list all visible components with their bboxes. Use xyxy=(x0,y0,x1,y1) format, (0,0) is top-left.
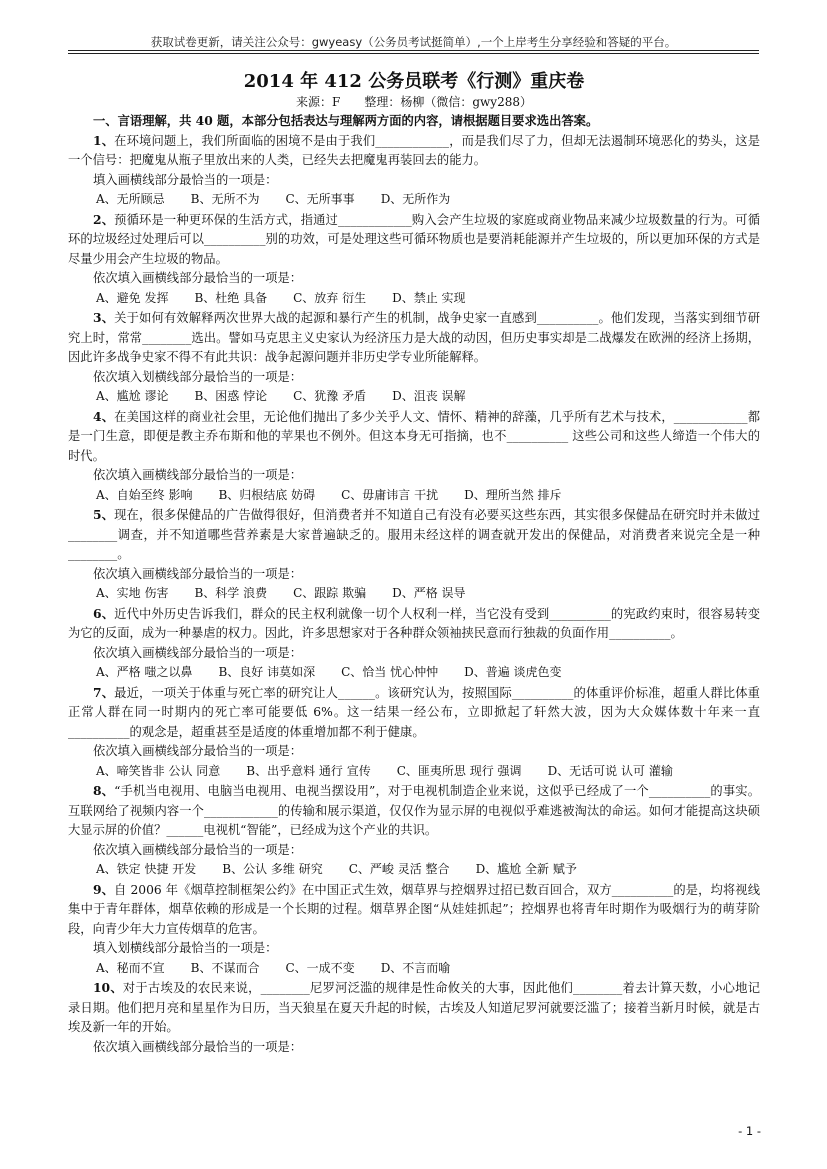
option-c: C、严峻 灵活 整合 xyxy=(348,862,450,876)
option-a: A、避免 发挥 xyxy=(96,290,169,305)
option-row xyxy=(96,584,760,604)
question-stem: 自 2006 年《烟草控制框架公约》在中国正式生效，烟草界与控烟界过招已数百回合，双方__________的是，均将视线集中于青年群体，烟草依赖的形成是一个长期的过程。烟草界企图“从娃娃抓起”；控烟界也将青年时期作为吸烟行为的萌芽阶段，向青少年大力宣传烟草的危害。 xyxy=(68,882,760,936)
option-d: D、理所当然 排斥 xyxy=(464,487,562,502)
option-row xyxy=(96,663,760,683)
question-stem: 关于如何有效解释两次世界大战的起源和暴行产生的机制，战争史家一直感到__________。他们发现，当落实到细节研究上时，常常________选出。譬如马克思主义史家认为经济压力是大战的动因，但历史事实却是二战爆发在欧洲的经济上扬期，因此许多战争史家不得不有此共识：战争起源问题并非历史学专业所能解释。 xyxy=(68,311,760,364)
question-9 xyxy=(68,880,760,979)
option-row xyxy=(96,289,760,309)
option-b: B、良好 讳莫如深 xyxy=(218,665,316,679)
option-c: C、恰当 忧心忡忡 xyxy=(341,665,439,679)
option-c: C、毋庸讳言 干扰 xyxy=(341,487,439,502)
question-text xyxy=(68,880,760,940)
option-b: B、困惑 悖论 xyxy=(194,389,268,403)
question-stem: 最近，一项关于体重与死亡率的研究让人______。该研究认为，按照国际__________的体重评价标准，超重人群比体重正常人群在同一时期内的死亡率可能要低 6%。这一结果一经公布，立即掀起了轩然大波，因为大众媒体数十年来一直__________的观念是，超重甚至是适度的体重增加都不利于健康。 xyxy=(68,685,760,739)
option-a: A、实地 伤害 xyxy=(96,586,169,600)
question-prompt: 填入画横线部分最恰当的一项是： xyxy=(93,172,278,187)
question-3 xyxy=(68,308,760,407)
option-c: C、匪夷所思 现行 强调 xyxy=(396,763,522,778)
question-text xyxy=(68,308,760,368)
option-row xyxy=(96,190,760,210)
option-a: A、自始至终 影响 xyxy=(96,487,193,502)
question-number: 9、 xyxy=(93,881,115,897)
option-d: D、沮丧 误解 xyxy=(392,389,466,403)
option-d: D、尴尬 全新 赋予 xyxy=(475,862,577,876)
question-4 xyxy=(68,407,760,506)
option-row xyxy=(96,860,760,880)
option-d: D、禁止 实现 xyxy=(392,290,466,305)
option-c: C、放弃 衍生 xyxy=(293,290,367,305)
option-d: D、无所作为 xyxy=(380,192,451,206)
question-number: 4、 xyxy=(93,408,115,424)
question-2 xyxy=(68,210,760,309)
option-c: C、跟踪 欺骗 xyxy=(293,586,367,600)
section-heading: 一、言语理解，共 40 题，本部分包括表达与理解两方面的内容，请根据题目要求选出答案。 xyxy=(93,113,599,128)
question-number: 6、 xyxy=(93,605,115,621)
question-stem: 在美国这样的商业社会里，无论他们抛出了多少关乎人文、情怀、精神的辞藻，几乎所有艺术与技术，____________都是一门生意，即便是教主乔布斯和他的苹果也不例外。但这本身无可指摘，也不__________ 这些公司和这些人缔造一个伟大的时代。 xyxy=(68,409,760,463)
option-a: A、严格 嗤之以鼻 xyxy=(96,665,193,679)
option-c: C、无所事事 xyxy=(285,192,355,206)
page-number: - 1 - xyxy=(738,1124,761,1138)
option-b: B、科学 浪费 xyxy=(194,586,268,600)
option-row xyxy=(96,762,760,782)
option-a: A、秘而不宣 xyxy=(96,960,165,975)
question-stem: 预循环是一种更环保的生活方式，指通过____________购入会产生垃圾的家庭或商业物品来减少垃圾数量的行为。可循环的垃圾经过处理后可以__________别的功效，可是处理这些可循环物质也是要消耗能源并产生垃圾的，所以更加环保的方式是尽量少用会产生垃圾的物品。 xyxy=(68,212,760,266)
option-d: D、严格 误导 xyxy=(392,586,466,600)
option-a: A、无所顾忌 xyxy=(96,192,165,206)
question-text xyxy=(68,407,760,467)
header-rule xyxy=(68,50,759,51)
question-text xyxy=(68,505,760,565)
option-b: B、归根结底 妨碍 xyxy=(218,487,316,502)
option-b: B、无所不为 xyxy=(190,192,260,206)
option-d: D、无话可说 认可 灌输 xyxy=(547,763,673,778)
question-stem: 对于古埃及的农民来说，________尼罗河泛滥的规律是性命攸关的大事，因此他们________着去计算天数，小心地记录日期。他们把月亮和星星作为日历，当天狼星在夏天升起的时候，古埃及人知道尼罗河就要泛滥了；接着当新月时候，就是古埃及新一年的开始。 xyxy=(68,981,760,1034)
header-rule-thin xyxy=(68,53,759,54)
question-stem: 在环境问题上，我们所面临的困境不是由于我们____________，而是我们尽了力，但却无法遏制环境恶化的势头，这是一个信号：把魔鬼从瓶子里放出来的人类，已经失去把魔鬼再装回去的能力。 xyxy=(68,133,760,167)
question-number: 1、 xyxy=(93,132,115,148)
question-text xyxy=(68,978,760,1038)
question-number: 7、 xyxy=(93,684,115,700)
question-text xyxy=(68,604,760,644)
document-title: 2014 年 412 公务员联考《行测》重庆卷 xyxy=(243,71,585,92)
question-8 xyxy=(68,781,760,880)
question-list xyxy=(68,131,760,1058)
question-prompt: 依次填入画横线部分最恰当的一项是： xyxy=(93,566,303,581)
option-b: B、杜绝 具备 xyxy=(194,290,268,305)
question-prompt: 依次填入画横线部分最恰当的一项是： xyxy=(93,645,303,660)
question-stem: “手机当电视用、电脑当电视用、电视当摆设用”，对于电视机制造企业来说，这似乎已经成了一个__________的事实。互联网给了视频内容一个____________的传输和展示渠道，仅仅作为显示屏的电视似乎难逃被淘汰的命运。如何才能提高这块硕大显示屏的价值？______电视机“智能”，已经成为这个产业的共识。 xyxy=(68,784,761,837)
document-source: 来源：F 整理：杨柳（微信：gwy288） xyxy=(296,95,532,109)
question-prompt: 依次填入画横线部分最恰当的一项是： xyxy=(93,468,303,482)
question-text xyxy=(68,781,760,841)
question-number: 8、 xyxy=(93,783,115,798)
question-prompt: 依次填入画横线部分最恰当的一项是： xyxy=(93,744,303,758)
option-a: A、尴尬 谬论 xyxy=(96,389,169,403)
question-6 xyxy=(68,604,760,683)
option-b: B、公认 多维 研究 xyxy=(222,862,323,876)
question-1 xyxy=(68,131,760,210)
question-text xyxy=(68,210,760,270)
option-b: B、不谋而合 xyxy=(190,960,260,975)
question-prompt: 填入划横线部分最恰当的一项是： xyxy=(93,941,278,955)
option-d: D、不言而喻 xyxy=(380,960,451,975)
option-row xyxy=(96,959,760,979)
question-5 xyxy=(68,505,760,604)
option-b: B、出乎意料 通行 宣传 xyxy=(246,763,371,778)
option-d: D、普遍 谈虎色变 xyxy=(464,665,562,679)
question-prompt: 依次填入划横线部分最恰当的一项是： xyxy=(93,369,303,384)
question-prompt: 依次填入画横线部分最恰当的一项是： xyxy=(93,271,303,285)
question-number: 5、 xyxy=(93,507,115,522)
option-row xyxy=(96,387,760,407)
question-prompt: 依次填入画横线部分最恰当的一项是： xyxy=(93,1039,303,1054)
option-row xyxy=(96,486,760,506)
option-c: C、犹豫 矛盾 xyxy=(293,389,367,403)
option-c: C、一成不变 xyxy=(285,960,355,975)
header-banner: 获取试卷更新，请关注公众号：gwyeasy（公务员考试挺简单）,一个上岸考生分享经验和答疑的平台。 xyxy=(150,35,677,49)
question-10 xyxy=(68,978,760,1057)
option-a: A、啼笑皆非 公认 同意 xyxy=(96,763,221,778)
question-number: 2、 xyxy=(93,211,115,227)
document-body xyxy=(68,70,760,1057)
question-number: 3、 xyxy=(93,310,115,325)
option-a: A、铁定 快捷 开发 xyxy=(96,862,197,876)
question-text xyxy=(68,683,760,743)
question-stem: 近代中外历史告诉我们，群众的民主权利就像一切个人权利一样，当它没有受到__________的宪政约束时，很容易转变为它的反面，成为一种暴虐的权力。因此，许多思想家对于各种群众领袖挟民意而行独裁的负面作用__________。 xyxy=(68,606,760,640)
question-text xyxy=(68,131,760,171)
question-number: 10、 xyxy=(93,980,123,995)
question-7 xyxy=(68,683,760,782)
question-prompt: 依次填入画横线部分最恰当的一项是： xyxy=(93,842,303,857)
question-stem: 现在，很多保健品的广告做得很好，但消费者并不知道自己有没有必要买这些东西，其实很多保健品在研究时并未做过________调查，并不知道哪些营养素是大家普遍缺乏的。服用未经这样的调查就开发出的保健品，对消费者来说完全是一种________。 xyxy=(68,508,760,561)
